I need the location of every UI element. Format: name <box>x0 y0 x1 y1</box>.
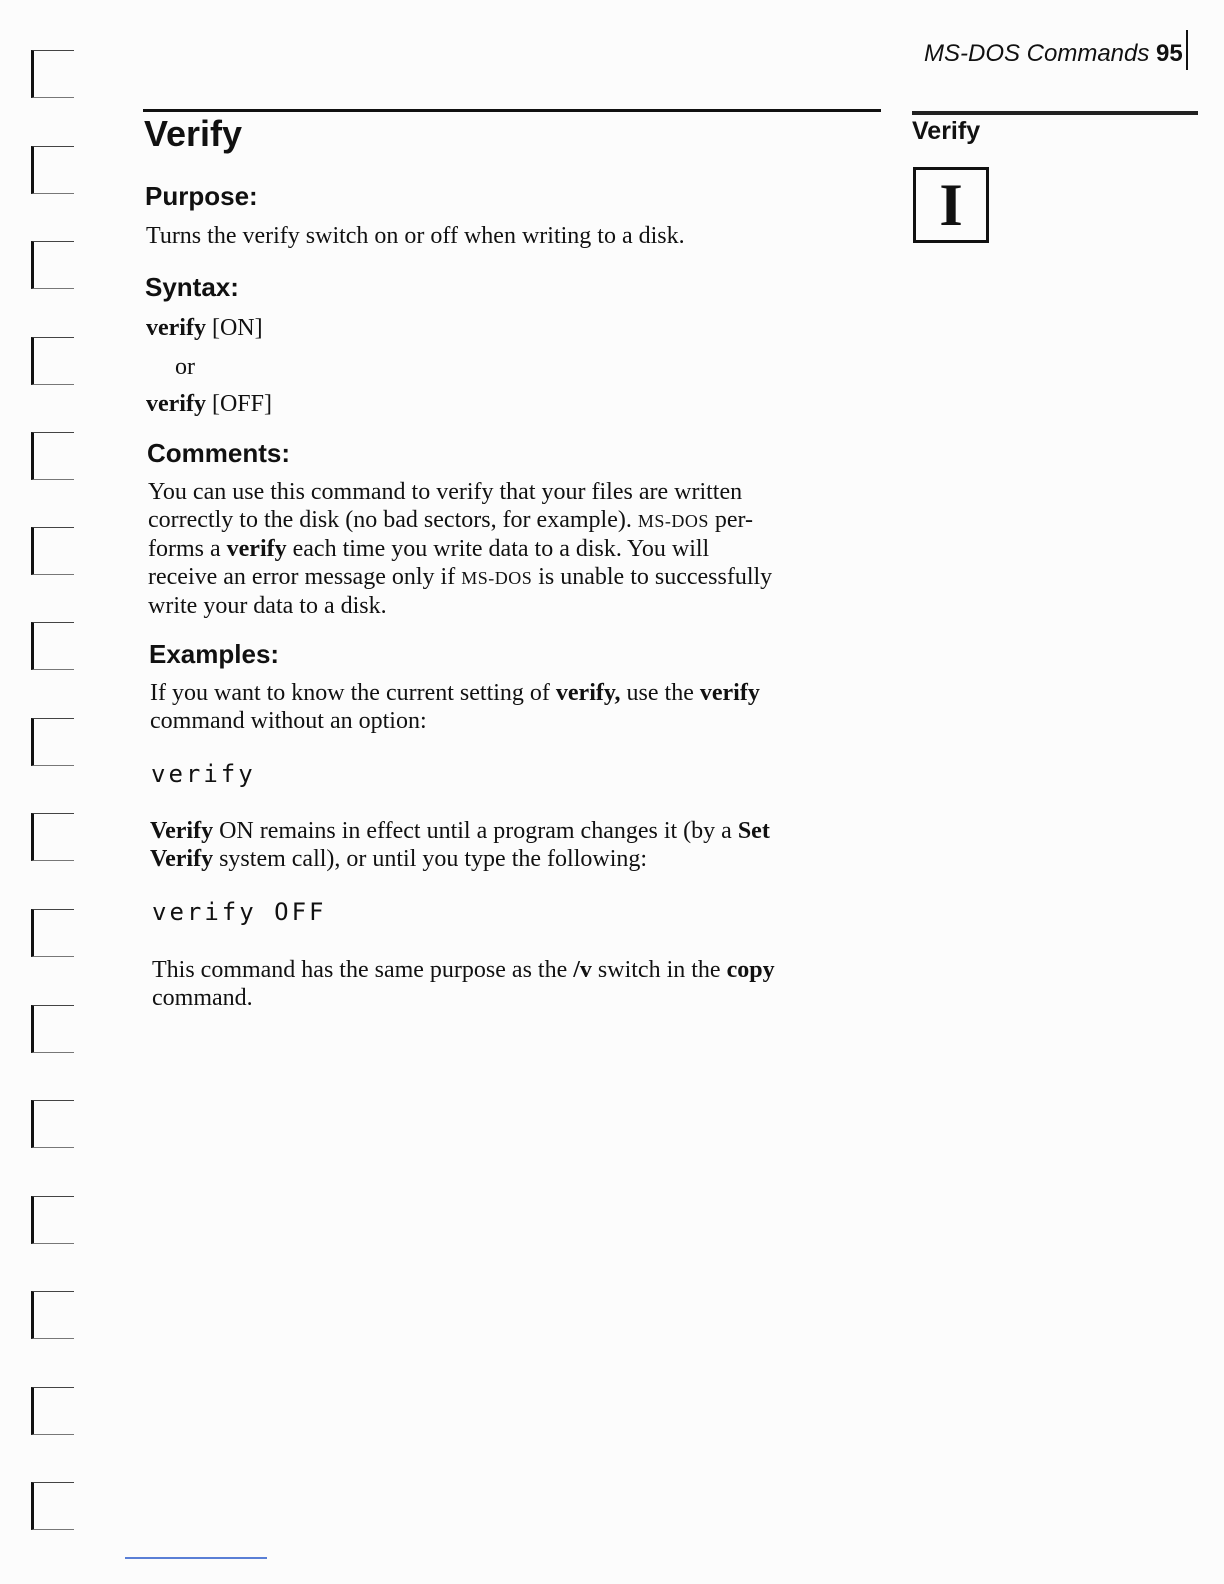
examples-bold: Verify <box>150 846 214 872</box>
msdos-smallcaps: MS-DOS <box>461 568 533 588</box>
syntax-or: or <box>175 354 195 380</box>
comments-line: You can use this command to verify that your files are written <box>148 479 743 505</box>
binder-tab <box>31 1482 74 1530</box>
code-example-2: verify OFF <box>152 898 327 926</box>
comments-line: write your data to a disk. <box>148 593 387 619</box>
comments-text: receive an error message only if <box>148 564 456 590</box>
side-rule <box>912 111 1198 115</box>
page-title: Verify <box>144 113 243 154</box>
syntax-line-on <box>146 314 263 342</box>
examples-paragraph-1 <box>150 679 760 735</box>
comments-line <box>148 506 772 535</box>
running-header <box>924 40 1183 68</box>
examples-bold: /v <box>573 957 592 983</box>
comments-text: per- <box>714 507 754 533</box>
syntax-option-off: [OFF] <box>211 391 272 417</box>
binder-tab <box>31 813 74 861</box>
examples-bold: Set <box>737 818 770 844</box>
purpose-heading: Purpose: <box>145 181 258 211</box>
comments-text: each time you write data to a disk. You will <box>292 536 710 562</box>
binder-tab <box>31 622 74 670</box>
syntax-command: verify <box>146 315 206 341</box>
comments-bold-verify: verify <box>226 536 287 562</box>
examples-line <box>150 679 760 707</box>
examples-text: ON remains in effect until a program changes it (by a <box>219 818 732 844</box>
examples-paragraph-3 <box>152 956 775 1012</box>
binder-tab <box>31 1100 74 1148</box>
examples-bold: verify, <box>555 680 621 706</box>
comments-paragraph <box>148 478 772 620</box>
binder-tab <box>31 718 74 766</box>
examples-line: command without an option: <box>150 708 427 734</box>
comments-line <box>148 563 772 592</box>
examples-bold: copy <box>726 957 775 983</box>
examples-text: system call), or until you type the following: <box>219 846 648 872</box>
comments-text: forms a <box>148 536 221 562</box>
msdos-smallcaps: MS-DOS <box>637 511 709 531</box>
comments-heading: Comments: <box>147 438 291 468</box>
examples-text: switch in the <box>597 957 721 983</box>
syntax-line-off <box>146 390 272 418</box>
comments-text: correctly to the disk (no bad sectors, for example). <box>148 507 632 533</box>
examples-text: If you want to know the current setting of <box>150 680 550 706</box>
examples-line: command. <box>152 985 253 1011</box>
examples-heading: Examples: <box>149 639 280 669</box>
binder-tab <box>31 1387 74 1435</box>
code-example-1: verify <box>151 760 256 788</box>
binder-tab <box>31 337 74 385</box>
syntax-command: verify <box>146 391 206 417</box>
binder-tab <box>31 241 74 289</box>
examples-line <box>150 845 770 873</box>
binder-tab <box>31 909 74 957</box>
comments-text: is unable to successfully <box>538 564 773 590</box>
examples-text: use the <box>626 680 694 706</box>
section-box <box>913 167 989 243</box>
binder-tab <box>31 50 74 98</box>
binder-tab <box>31 1291 74 1339</box>
syntax-option-on: [ON] <box>211 315 263 341</box>
page-number: 95 <box>1156 40 1183 67</box>
title-rule <box>143 109 881 112</box>
footer-line <box>125 1557 267 1559</box>
section-box-letter: I <box>939 172 963 238</box>
purpose-text: Turns the verify switch on or off when writing to a disk. <box>146 223 685 249</box>
syntax-heading: Syntax: <box>145 272 239 302</box>
running-title: MS-DOS Commands <box>924 40 1150 67</box>
comments-line <box>148 535 772 563</box>
examples-text: This command has the same purpose as the <box>152 957 568 983</box>
binder-tab <box>31 432 74 480</box>
binder-tab <box>31 146 74 194</box>
examples-line <box>152 956 775 984</box>
examples-line <box>150 817 770 845</box>
binder-tab <box>31 1005 74 1053</box>
header-bar <box>1186 30 1188 70</box>
binder-tab <box>31 1196 74 1244</box>
side-title: Verify <box>912 117 981 145</box>
binder-tab <box>31 527 74 575</box>
examples-bold: verify <box>699 680 760 706</box>
examples-bold: Verify <box>150 818 214 844</box>
examples-paragraph-2 <box>150 817 770 873</box>
